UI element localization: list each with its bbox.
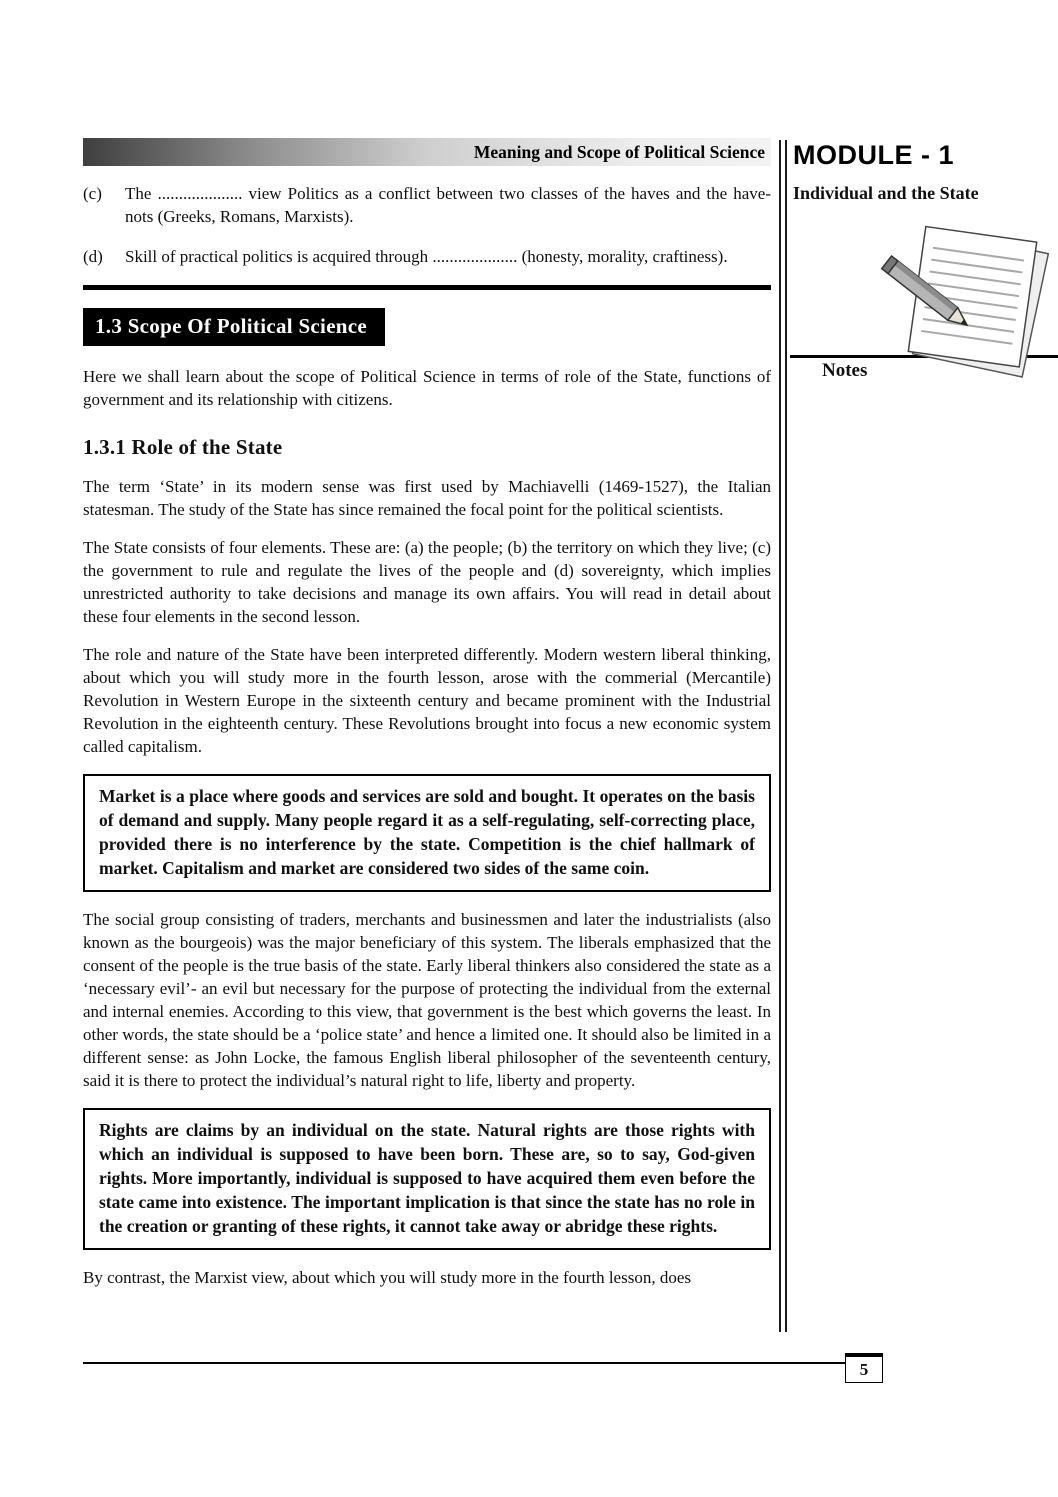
paragraph: The term ‘State’ in its modern sense was first used by Machiavelli (1469-1527), the Italian statesman. The study of the State has since remained the focal point for the political scientists.	[83, 477, 771, 519]
page-number: 5	[845, 1353, 883, 1383]
main-column	[83, 138, 771, 1304]
column-divider-rule	[779, 140, 787, 1332]
rights-definition-box	[83, 1108, 771, 1250]
list-item-marker: (d)	[83, 247, 103, 266]
paragraph: The State consists of four elements. These are: (a) the people; (b) the territory on which they live; (c) the government to rule and regulate the lives of the people and (d) sovereignty, which implies unrestricted authority to take decisions and manage its own affairs. You will read in detail about these four elements in the second lesson.	[83, 538, 771, 626]
section-divider-rule	[83, 285, 771, 290]
list-item	[83, 182, 771, 228]
paragraph: The social group consisting of traders, merchants and businessmen and later the industrialists (also known as the bourgeois) was the major beneficiary of this system. The liberals emphasized that the consent of the people is the true basis of the state. Early liberal thinkers also considered the state as a ‘necessary evil’- an evil but necessary for the purpose of protecting the individual from the external and internal enemies. According to this view, that government is the best which governs the least. In other words, the state should be a ‘police state’ and hence a limited one. It should also be limited in a different sense: as John Locke, the famous English liberal philosopher of the seventeenth century, said it is there to protect the individual’s natural right to life, liberty and property.	[83, 910, 771, 1090]
chapter-title: Meaning and Scope of Political Science	[473, 141, 765, 162]
pencil-paper-icon	[872, 225, 1058, 390]
module-sidebar	[793, 140, 1056, 204]
notes-label: Notes	[822, 360, 868, 381]
module-subtitle: Individual and the State	[793, 183, 979, 203]
list-item-marker: (c)	[83, 184, 102, 203]
list-item-text: The .................... view Politics as a conflict between two classes of the haves and the have-nots (Greeks, Romans, Marxists).	[125, 184, 771, 226]
paragraph: By contrast, the Marxist view, about which you will study more in the fourth lesson, does	[83, 1268, 691, 1287]
market-definition-box	[83, 774, 771, 892]
fill-in-blank-list	[83, 182, 771, 268]
section-intro-paragraph: Here we shall learn about the scope of Political Science in terms of role of the State, functions of government and its relationship with citizens.	[83, 367, 771, 409]
chapter-header-bar	[83, 138, 771, 166]
subsection-heading: 1.3.1 Role of the State	[83, 435, 283, 459]
market-definition-text: Market is a place where goods and services are sold and bought. It operates on the basis of demand and supply. Many people regard it as a self-regulating, self-correcting place, provided there is no interference by the state. Competition is the chief hallmark of market. Capitalism and market are considered two sides of the same coin.	[99, 786, 755, 878]
rights-definition-text: Rights are claims by an individual on the state. Natural rights are those rights with which an individual is supposed to have been born. These are, so to say, God-given rights. More importantly, individual is supposed to have acquired them even before the state came into existence. The important implication is that since the state has no role in the creation or granting of these rights, it cannot take away or abridge these rights.	[99, 1120, 755, 1236]
paragraph: The role and nature of the State have been interpreted differently. Modern western liberal thinking, about which you will study more in the fourth lesson, arose with the commerial (Mercantile) Revolution in Western Europe in the sixteenth century and became prominent with the Industrial Revolution in the eighteenth century. These Revolutions brought into focus a new economic system called capitalism.	[83, 645, 771, 756]
footer-rule	[83, 1362, 882, 1364]
module-title: MODULE - 1	[793, 140, 955, 170]
list-item	[83, 245, 771, 268]
section-heading: 1.3 Scope Of Political Science	[83, 308, 385, 346]
list-item-text: Skill of practical politics is acquired through .................... (honesty, morality, craftiness).	[125, 247, 728, 266]
